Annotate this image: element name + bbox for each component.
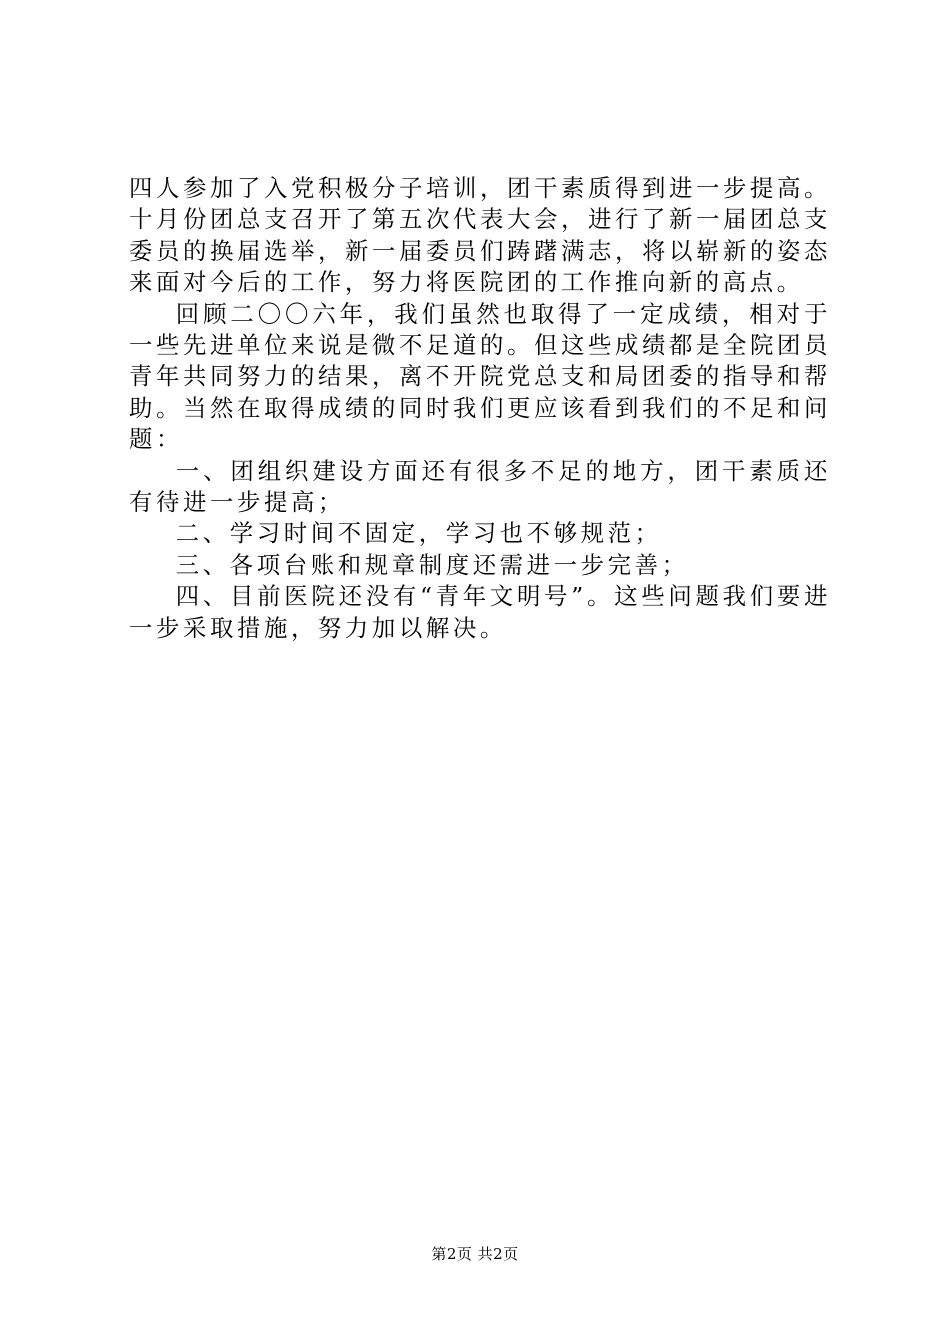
paragraph-issue-1: 一、团组织建设方面还有很多不足的地方，团干素质还有待进一步提高；: [129, 456, 831, 517]
paragraph-issue-2: 二、学习时间不固定，学习也不够规范；: [175, 519, 662, 548]
paragraph-issue-4: 四、目前医院还没有“青年文明号”。这些问题我们要进一步采取措施，努力加以解决。: [129, 582, 831, 642]
paragraph-continuation: 四人参加了入党积极分子培训，团干素质得到进一步提高。十月份团总支召开了第五次代表大会，进行了新一届团总支委员的换届选举，新一届委员们踌躇满志，将以崭新的姿态来面对今后的工作，努力将医院团的工作推向新的高点。: [129, 174, 831, 297]
document-body: [129, 173, 831, 644]
page-number-footer: 第2页 共2页: [431, 1245, 519, 1263]
paragraph-issue-3: 三、各项台账和规章制度还需进一步完善；: [175, 550, 689, 579]
paragraph-review: 回顾二〇〇六年，我们虽然也取得了一定成绩，相对于一些先进单位来说是微不足道的。但这些成绩都是全院团员青年共同努力的结果，离不开院党总支和局团委的指导和帮助。当然在取得成绩的同时我们更应该看到我们的不足和问题：: [129, 299, 831, 454]
